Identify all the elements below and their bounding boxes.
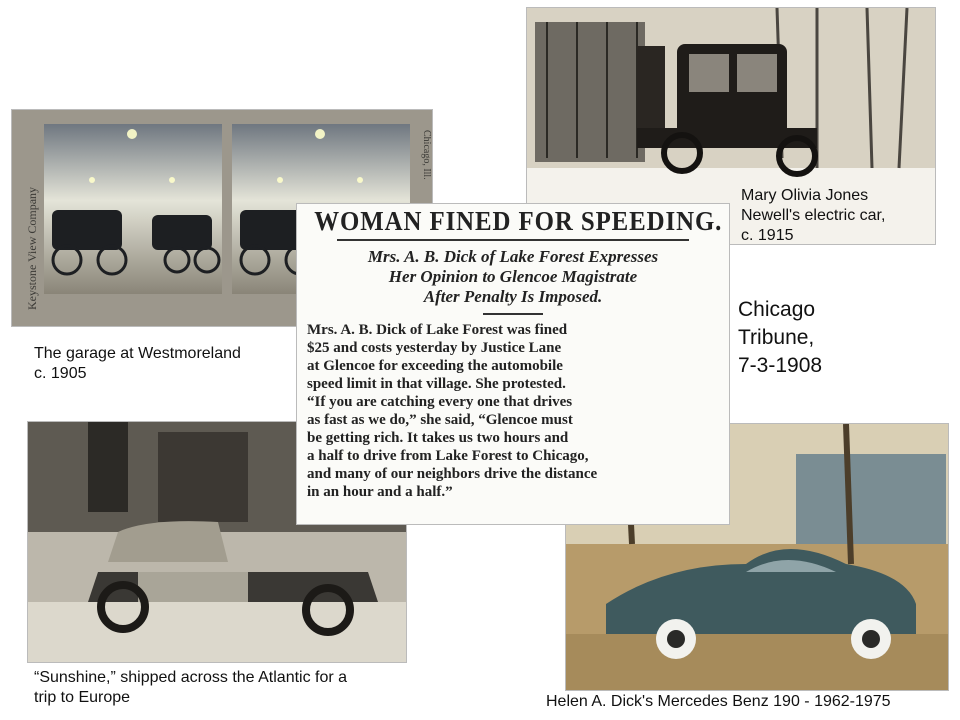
clipping-body: Mrs. A. B. Dick of Lake Forest was fined $25 and costs yesterday by Justice Lane at Glencoe for exceeding the automobile speed limit in that village. She protested. “If you are catching every one that drives as fast as we do,” she said, “Glencoe must be getting rich. It takes us two hours and a half to drive from Lake Forest to Chicago, and many of our neighbors drive the distance in an hour and a half.” xyxy=(307,322,598,500)
headline-rule xyxy=(337,239,689,241)
garage-caption: The garage at Westmoreland c. 1905 xyxy=(34,345,241,382)
stereo-card-left-text: Keystone View Company xyxy=(25,186,39,310)
clipping-divider xyxy=(483,313,543,315)
clipping-headline: WOMAN FINED FOR SPEEDING. xyxy=(314,206,723,236)
electric-car-caption: Mary Olivia Jones Newell's electric car, c. 1915 xyxy=(741,187,886,244)
tribune-caption: Chicago Tribune, 7-3-1908 xyxy=(738,298,823,377)
clipping-subhead: Mrs. A. B. Dick of Lake Forest Expresses Her Opinion to Glencoe Magistrate After Penalty Is Imposed. xyxy=(367,247,659,306)
mercedes-caption: Helen A. Dick's Mercedes Benz 190 - 1962-1975 xyxy=(546,693,891,710)
newspaper-clipping xyxy=(296,203,730,525)
stereo-card-right-text: Chicago, Ill. xyxy=(421,130,432,180)
sunshine-caption: “Sunshine,” shipped across the Atlantic for a trip to Europe xyxy=(34,669,348,706)
